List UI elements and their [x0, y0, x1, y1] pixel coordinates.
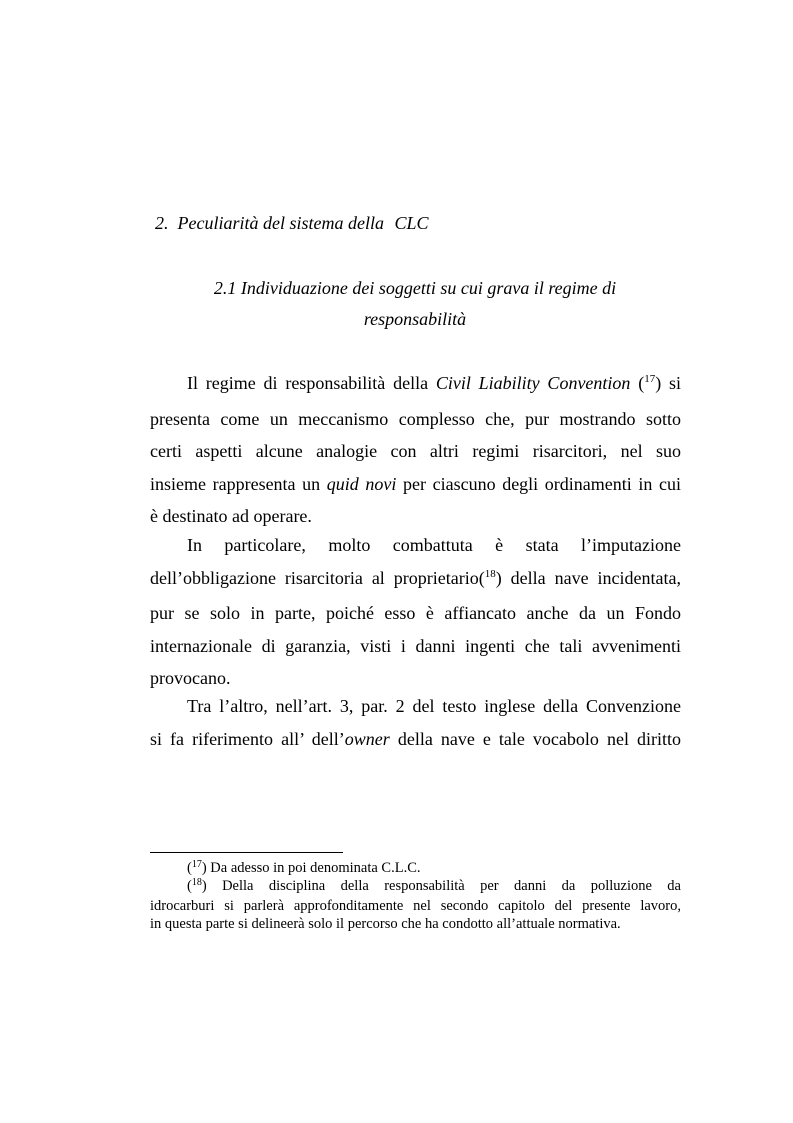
footnote-ref: 17 [644, 373, 656, 385]
footnote-line: idrocarburi si parlerà approfonditamente nel secondo capitolo del presente lavoro, [150, 898, 681, 914]
subsection-heading-line: responsabilità [363, 309, 467, 329]
subsection-heading [150, 273, 680, 335]
section-title-acronym: CLC [394, 213, 429, 233]
text-line: è destinato ad operare. [150, 506, 312, 526]
text-line: presenta come un meccanismo complesso che, pur mostrando sotto [150, 408, 681, 429]
text-line: pur se solo in parte, poiché esso è affiancato anche da un Fondo [150, 603, 681, 623]
italic-term: quid novi [326, 473, 397, 494]
paragraph-1 [150, 367, 681, 533]
footnote-number: 17 [191, 859, 202, 870]
text-line: insieme rappresenta un quid novi per ciascuno degli ordinamenti in cui [150, 473, 681, 494]
paragraph-3 [150, 690, 681, 755]
text-line: dell’obbligazione risarcitoria al proprietario($^{18}$) della nave incidentata, [150, 567, 681, 588]
text-line: provocano. [150, 668, 231, 688]
footnote-line: in questa parte si delineerà solo il percorso che ha condotto all’attuale normativa. [150, 916, 621, 932]
text-line: Il regime di responsabilità della Civil Liability Convention ($^{17}$) si [187, 373, 681, 393]
italic-term: Civil Liability Convention [435, 373, 631, 393]
subsection-heading-line: 2.1 Individuazione dei soggetti su cui grava il regime di [213, 278, 617, 298]
footnote-line: ($^{17}$) Da adesso in poi denominata C.L.C. [187, 859, 421, 876]
section-number: 2. [155, 213, 169, 233]
text-line: si fa riferimento all’ dell’owner della nave e tale vocabolo nel diritto [150, 728, 681, 749]
text-line: certi aspetti alcune analogie con altri regimi risarcitori, nel suo [150, 441, 681, 461]
paragraph-2 [150, 529, 681, 695]
footnote-18 [150, 877, 681, 933]
italic-term: owner [344, 728, 390, 749]
footnote-separator [150, 852, 343, 853]
text-line: internazionale di garanzia, visti i danni ingenti che tali avvenimenti [150, 635, 681, 656]
footnote-number: 18 [191, 877, 202, 888]
section-heading [155, 211, 555, 235]
text-line: Tra l’altro, nell’art. 3, par. 2 del testo inglese della Convenzione [187, 696, 681, 716]
footnote-line: ($^{18}$) Della disciplina della responsabilità per danni da polluzione da [187, 877, 681, 894]
text-line: In particolare, molto combattuta è stata l’imputazione [187, 535, 681, 555]
section-title: Peculiarità del sistema della [177, 213, 384, 233]
footnote-17 [150, 859, 681, 879]
footnote-ref: 18 [484, 567, 496, 580]
